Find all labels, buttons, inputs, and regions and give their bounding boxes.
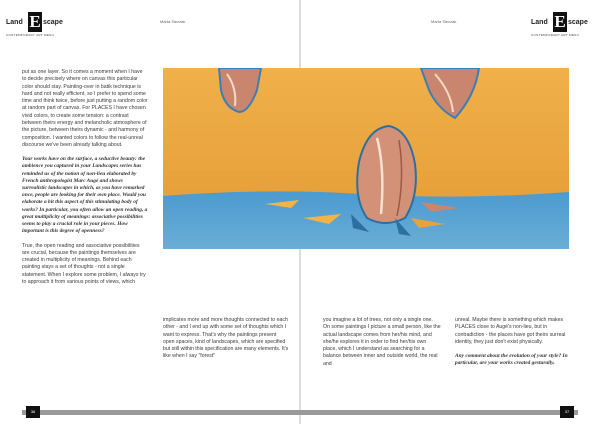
logo-word-scape: scape [568, 19, 588, 26]
body-paragraph: you imagine a lot of trees, not only a single one. On some paintings I picture a small person, like the actual landscape comes from her/his mind, and she/he explores it in order to find her/his own place, which I understand as searching for a balance between inner and outside world, the real and [323, 317, 441, 367]
body-paragraph: put as one layer. So it comes a moment when I have to decide precisely where on canvas this particular color should stay. Painting-over in batik technique is hard and not really efficient, so I prefer to spend some time and think twice, before just putting a random color at random part of canvas. For PLACES I have chosen vivid colors, to create some tension: a contrast between theirs energy and melancholic atmosphere of the picture, between theirs dynamic - and harmony of composition. I wanted colors to follow the real-unreal discourse we've been already talking about. [22, 69, 148, 148]
magazine-logo-right [531, 12, 600, 36]
header-author-right: Marta Sleczak [431, 19, 457, 24]
text-column-4 [455, 317, 573, 375]
painting-artwork [163, 68, 569, 249]
text-column-3 [323, 317, 441, 375]
magazine-logo-left [6, 12, 76, 36]
text-column-1 [22, 69, 148, 293]
painting-image [163, 68, 569, 249]
text-column-2 [163, 317, 289, 368]
footer-bar-right [300, 410, 578, 415]
body-paragraph: True, the open reading and associative possibilities are crucial, because the paintings themselves are created in multiplicity of meanings. Behind each painting stays a set of thoughts - not a single statement. When I explore some problem, I always try to approach it from various points of views, which [22, 242, 146, 285]
logo-tagline: CONTEMPORARY ART MENU [531, 33, 580, 37]
logo-word-scape: scape [43, 19, 63, 26]
page-number-right: 37 [560, 406, 574, 418]
interview-question: Any comment about the evolution of your style? In particular, are your works created gesturally, [455, 353, 568, 367]
header-author-left: Marta Sleczak [160, 19, 186, 24]
body-paragraph: unreal. Maybe there is something which makes PLACES close to Augé's non-lieu, but in contradiction - the places have got theirs surreal identity, they just don't exist physically. [455, 317, 566, 345]
logo-word-land: Land [6, 19, 23, 26]
logo-letter-e: E [29, 12, 41, 31]
body-paragraph: implicates more and more thoughts connected to each other - and I end up with some set of thoughts which I want to express. That's why the paintings present open spaces, kind of landscapes, which are specified but still within this specification are many elements. It's like when I say "forest" [163, 317, 289, 360]
logo-tagline: CONTEMPORARY ART MENU [6, 33, 55, 37]
logo-letter-e: E [554, 12, 566, 31]
footer-bar-left [22, 410, 300, 415]
logo-word-land: Land [531, 19, 548, 26]
interview-question: Your works have on the surface, a seductive beauty: the ambience you captured in your Landscapes series has reminded us of the notion of non-lieu elaborated by French anthropologist Marc Augé and shows surrealistic landscapes in which, as you have remarked once, people are looking for their own place. Would you elaborate a bit this aspect of this stimulating body of works? In particular, you often allow an open reading, a great multiplicity of meanings: associative possibilities seems to play a crucial role in your pieces. How important is this degree of openness? [22, 156, 148, 235]
page-number-left: 36 [26, 406, 40, 418]
